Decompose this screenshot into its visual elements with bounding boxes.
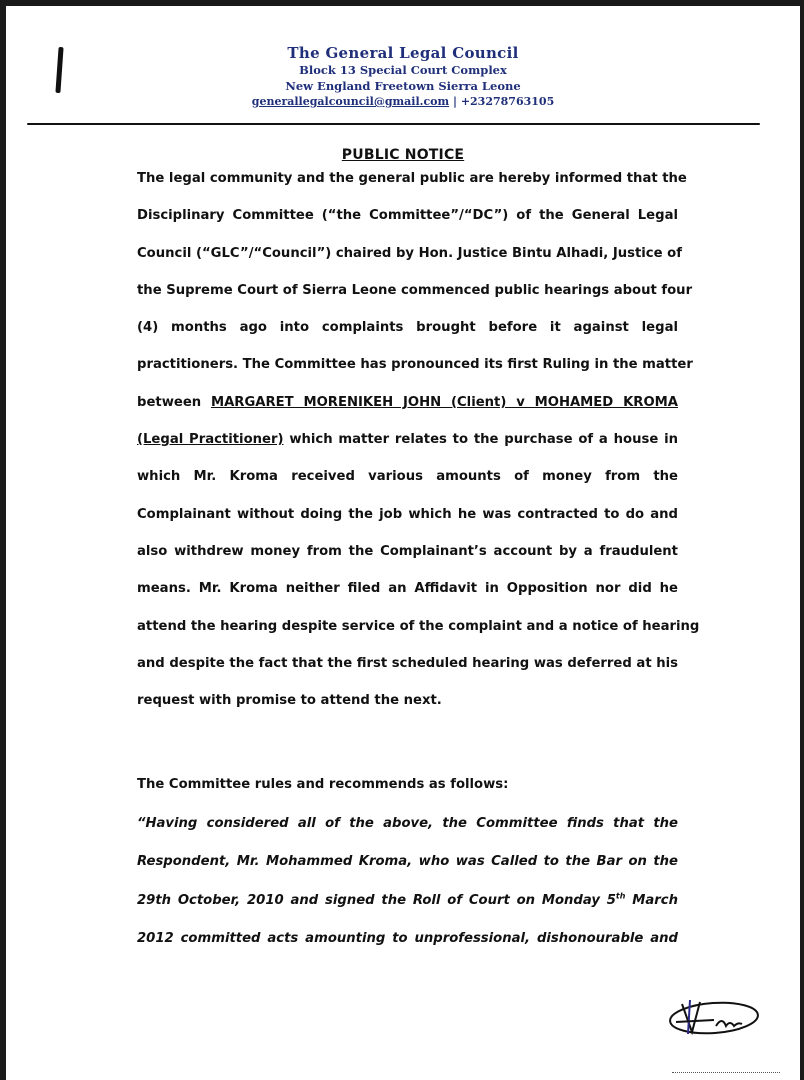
text-line: Council (“GLC”/“Council”) chaired by Hon. Justice Bintu Alhadi, Justice of bbox=[137, 245, 682, 261]
between-word: between bbox=[137, 394, 202, 410]
quote-line: Respondent, Mr. Mohammed Kroma, who was Called to the Bar on the bbox=[137, 854, 678, 869]
rules-intro: The Committee rules and recommends as follows: bbox=[137, 777, 509, 792]
email-link[interactable]: generallegalcouncil@gmail.com bbox=[251, 95, 450, 108]
address-line-2: New England Freetown Sierra Leone bbox=[285, 79, 521, 93]
text-fragment: March bbox=[625, 892, 678, 908]
letterhead bbox=[6, 44, 800, 109]
contact-separator: | bbox=[449, 95, 461, 108]
case-respondent-role: (Legal Practitioner) bbox=[137, 432, 284, 448]
notice-paragraph-1 bbox=[137, 169, 700, 728]
text-line: (4) months ago into complaints brought before it against legal bbox=[137, 320, 678, 336]
text-line: which Mr. Kroma received various amounts of money from the bbox=[137, 469, 678, 485]
text-line: the Supreme Court of Sierra Leone commenced public hearings about four bbox=[137, 282, 693, 298]
document-page bbox=[6, 6, 800, 1080]
text-line bbox=[137, 430, 678, 467]
signature-dotted-line bbox=[672, 1072, 780, 1073]
text-line: Complainant without doing the job which he was contracted to do and bbox=[137, 506, 678, 522]
signature-icon bbox=[662, 996, 762, 1041]
quote-line bbox=[137, 891, 678, 930]
address-line-1: Block 13 Special Court Complex bbox=[299, 63, 507, 77]
text-line: attend the hearing despite service of the complaint and a notice of hearing bbox=[137, 618, 700, 634]
text-line-case-title bbox=[137, 393, 678, 430]
text-fragment: 29th October, 2010 and signed the Roll of Court on Monday 5 bbox=[137, 892, 616, 908]
case-parties: MARGARET MORENIKEH JOHN (Client) v MOHAMED KROMA bbox=[210, 394, 678, 410]
text-line: request with promise to attend the next. bbox=[137, 693, 442, 709]
quote-line: 2012 committed acts amounting to unprofessional, dishonourable and bbox=[137, 931, 678, 946]
header-divider bbox=[27, 123, 760, 125]
contact-line bbox=[6, 94, 800, 109]
phone-number: +23278763105 bbox=[460, 95, 555, 108]
text-fragment: which matter relates to the purchase of a house in bbox=[289, 432, 678, 448]
text-line: means. Mr. Kroma neither filed an Affidavit in Opposition nor did he bbox=[137, 581, 678, 597]
organization-name: The General Legal Council bbox=[287, 44, 519, 62]
text-line: practitioners. The Committee has pronounced its first Ruling in the matter bbox=[137, 357, 693, 373]
notice-title: PUBLIC NOTICE bbox=[341, 147, 465, 163]
text-line: and despite the fact that the first scheduled hearing was deferred at his bbox=[137, 655, 678, 671]
notice-paragraph-2 bbox=[137, 775, 678, 968]
ordinal-suffix: th bbox=[615, 891, 626, 901]
quote-line: “Having considered all of the above, the Committee finds that the bbox=[137, 815, 678, 831]
text-line: The legal community and the general public are hereby informed that the bbox=[137, 171, 687, 186]
text-line: Disciplinary Committee (“the Committee”/“DC”) of the General Legal bbox=[137, 208, 678, 224]
text-line: also withdrew money from the Complainant’s account by a fraudulent bbox=[137, 543, 678, 559]
